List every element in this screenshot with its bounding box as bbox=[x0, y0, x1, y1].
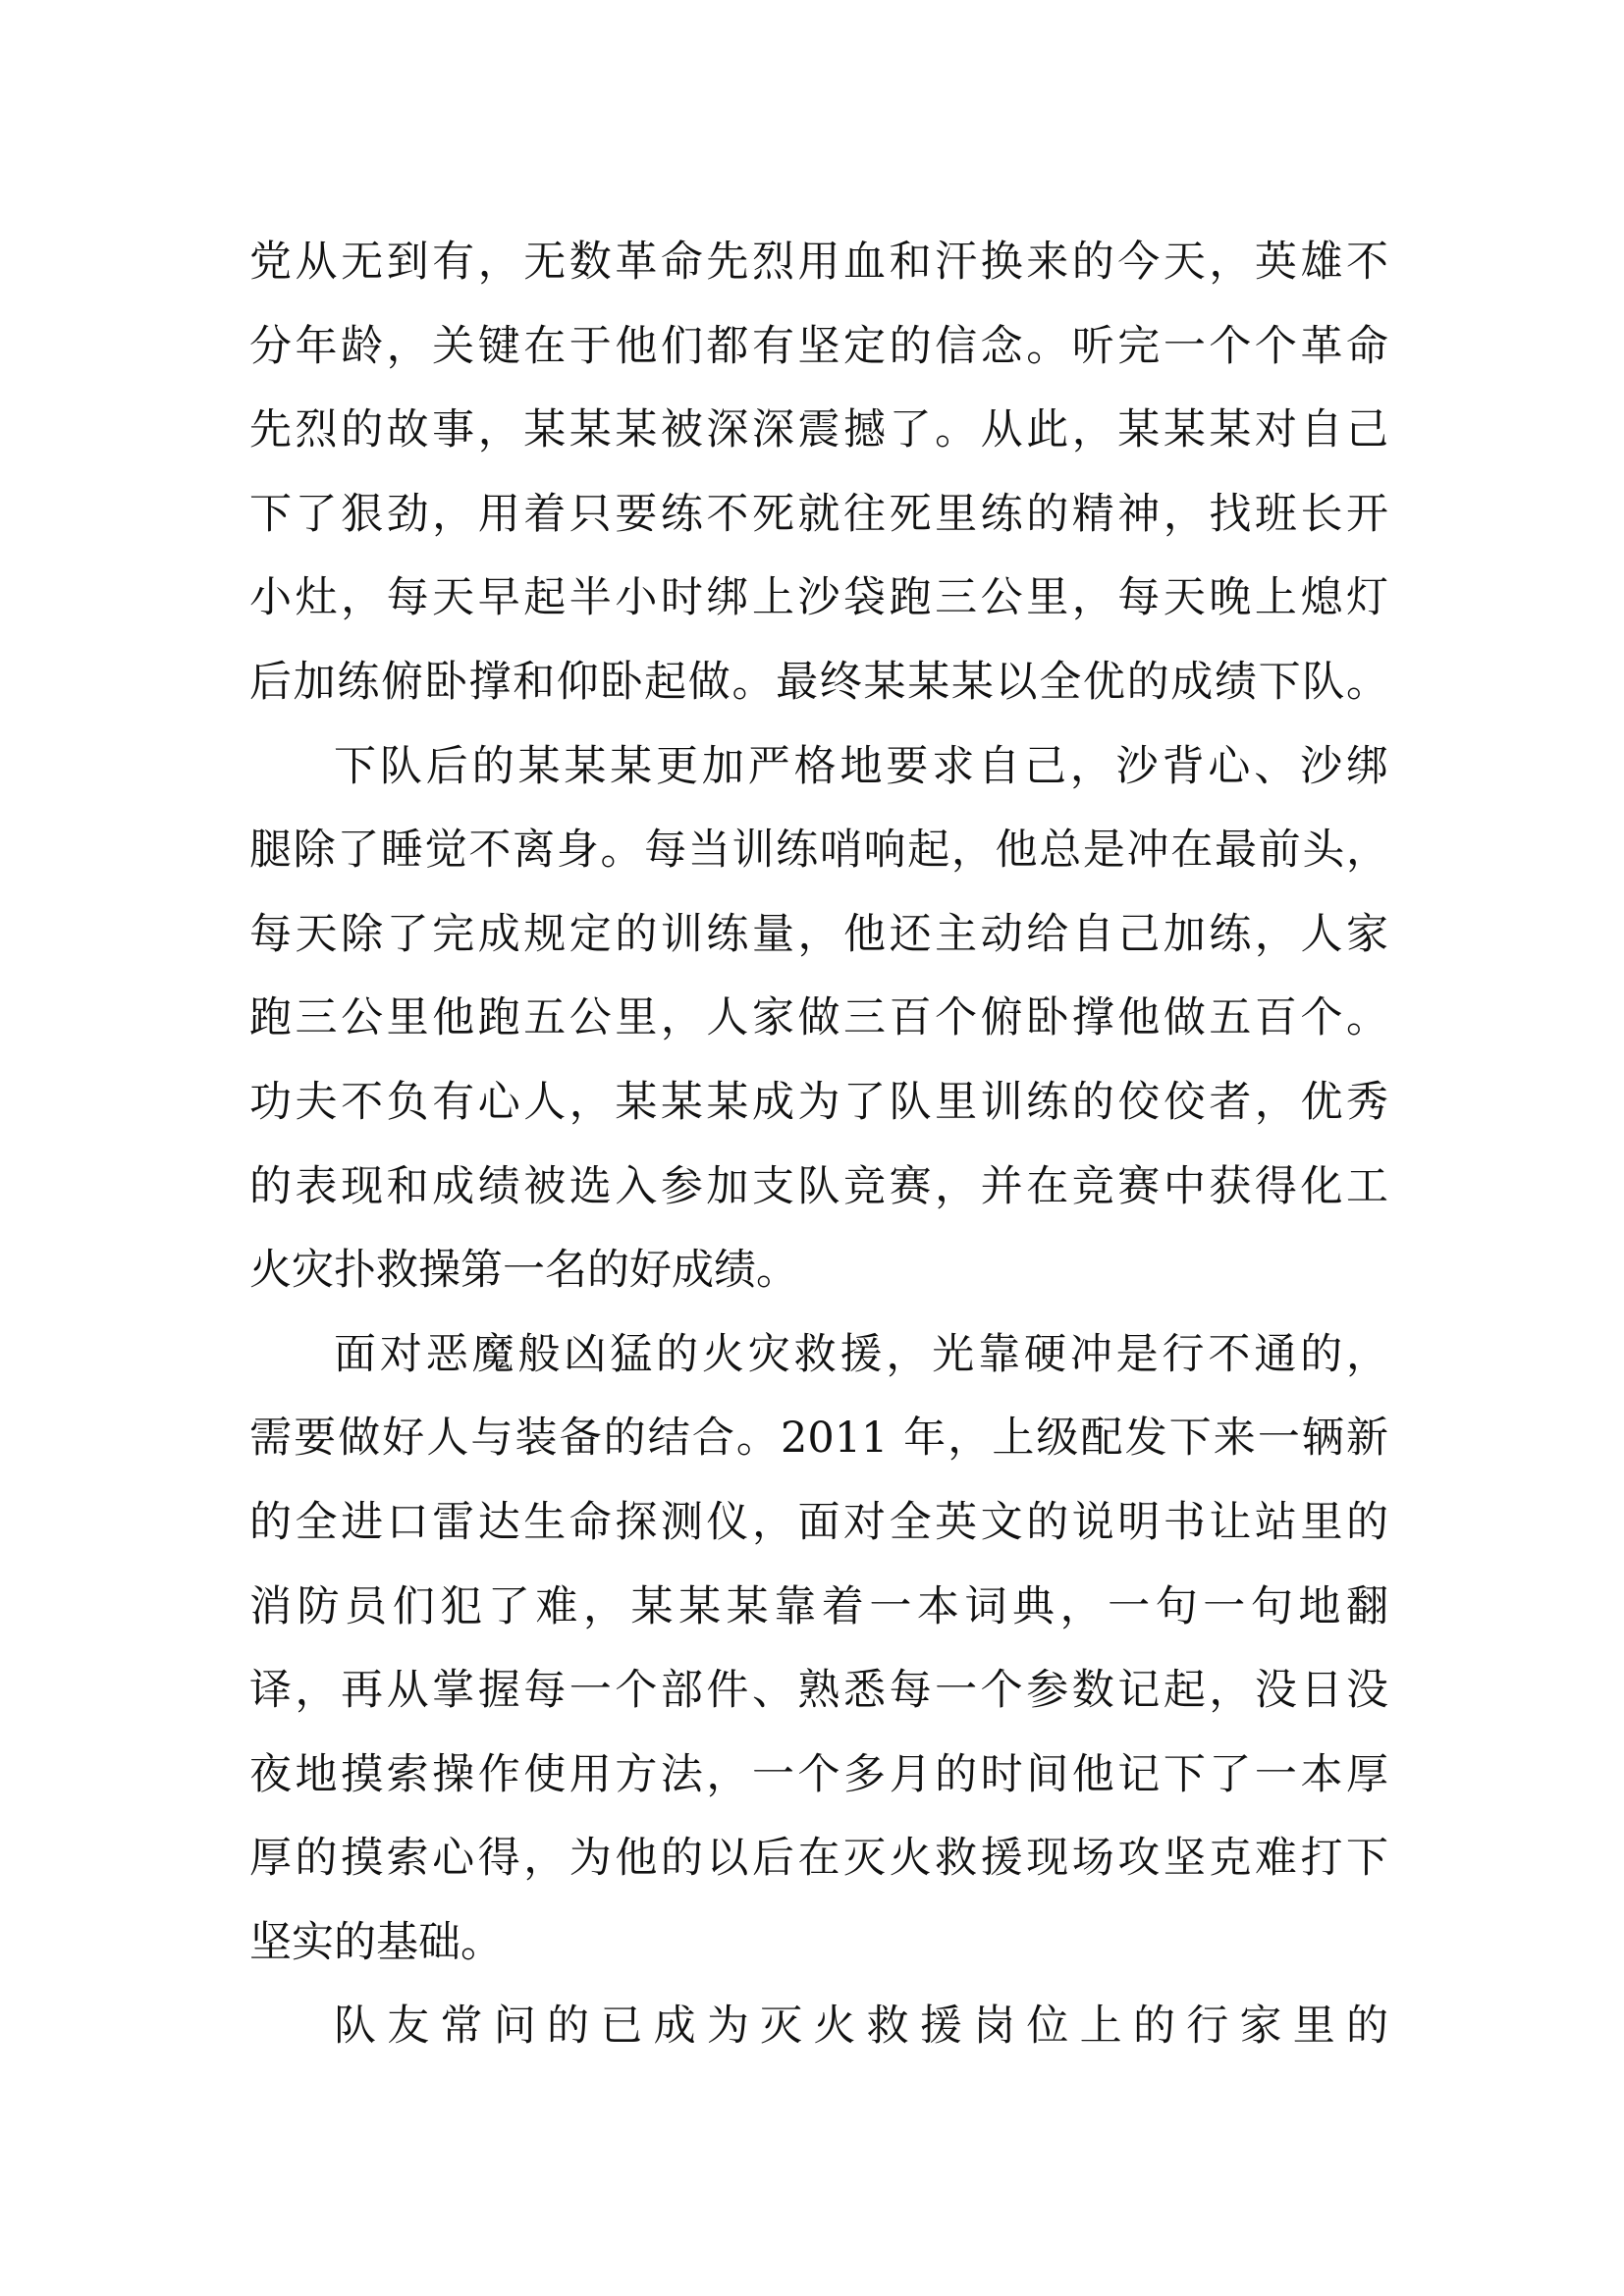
text-line-paragraph-end: 火灾扑救操第一名的好成绩。 bbox=[249, 1246, 798, 1296]
text-line: 党从无到有，无数革命先烈用血和汗换来的今天，英雄不 bbox=[249, 238, 1388, 287]
text-line: 分年龄，关键在于他们都有坚定的信念。听完一个个革命 bbox=[249, 321, 1388, 371]
text-line-paragraph-start: 队友常问的已成为灭火救援岗位上的行家里的 bbox=[334, 2002, 1388, 2052]
text-line: 跑三公里他跑五公里，人家做三百个俯卧撑他做五百个。 bbox=[249, 993, 1388, 1043]
text-line: 小灶，每天早起半小时绑上沙袋跑三公里，每天晚上熄灯 bbox=[249, 573, 1388, 623]
text-line: 的表现和成绩被选入参加支队竞赛，并在竞赛中获得化工 bbox=[249, 1161, 1388, 1211]
text-line: 译，再从掌握每一个部件、熟悉每一个参数记起，没日没 bbox=[249, 1666, 1388, 1716]
text-line: 下了狠劲，用着只要练不死就往死里练的精神，找班长开 bbox=[249, 489, 1388, 539]
text-line: 夜地摸索操作使用方法，一个多月的时间他记下了一本厚 bbox=[249, 1749, 1388, 1799]
text-line: 每天除了完成规定的训练量，他还主动给自己加练，人家 bbox=[249, 909, 1388, 959]
text-line: 功夫不负有心人，某某某成为了队里训练的佼佼者，优秀 bbox=[249, 1077, 1388, 1127]
text-line-paragraph-start: 下队后的某某某更加严格地要求自己，沙背心、沙绑 bbox=[334, 741, 1388, 791]
text-line: 需要做好人与装备的结合。2011 年，上级配发下来一辆新 bbox=[249, 1414, 1388, 1464]
text-line: 后加练俯卧撑和仰卧起做。最终某某某以全优的成绩下队。 bbox=[249, 657, 1388, 707]
text-line: 腿除了睡觉不离身。每当训练哨响起，他总是冲在最前头， bbox=[249, 826, 1388, 876]
text-line-paragraph-end: 坚实的基础。 bbox=[249, 1917, 503, 1967]
text-line: 厚的摸索心得，为他的以后在灭火救援现场攻坚克难打下 bbox=[249, 1834, 1388, 1884]
text-line-paragraph-start: 面对恶魔般凶猛的火灾救援，光靠硬冲是行不通的， bbox=[334, 1329, 1388, 1379]
text-line: 的全进口雷达生命探测仪，面对全英文的说明书让站里的 bbox=[249, 1497, 1388, 1547]
text-line: 先烈的故事，某某某被深深震撼了。从此，某某某对自己 bbox=[249, 405, 1388, 455]
body-text bbox=[249, 221, 1388, 2069]
text-line: 消防员们犯了难，某某某靠着一本词典，一句一句地翻 bbox=[249, 1581, 1388, 1631]
